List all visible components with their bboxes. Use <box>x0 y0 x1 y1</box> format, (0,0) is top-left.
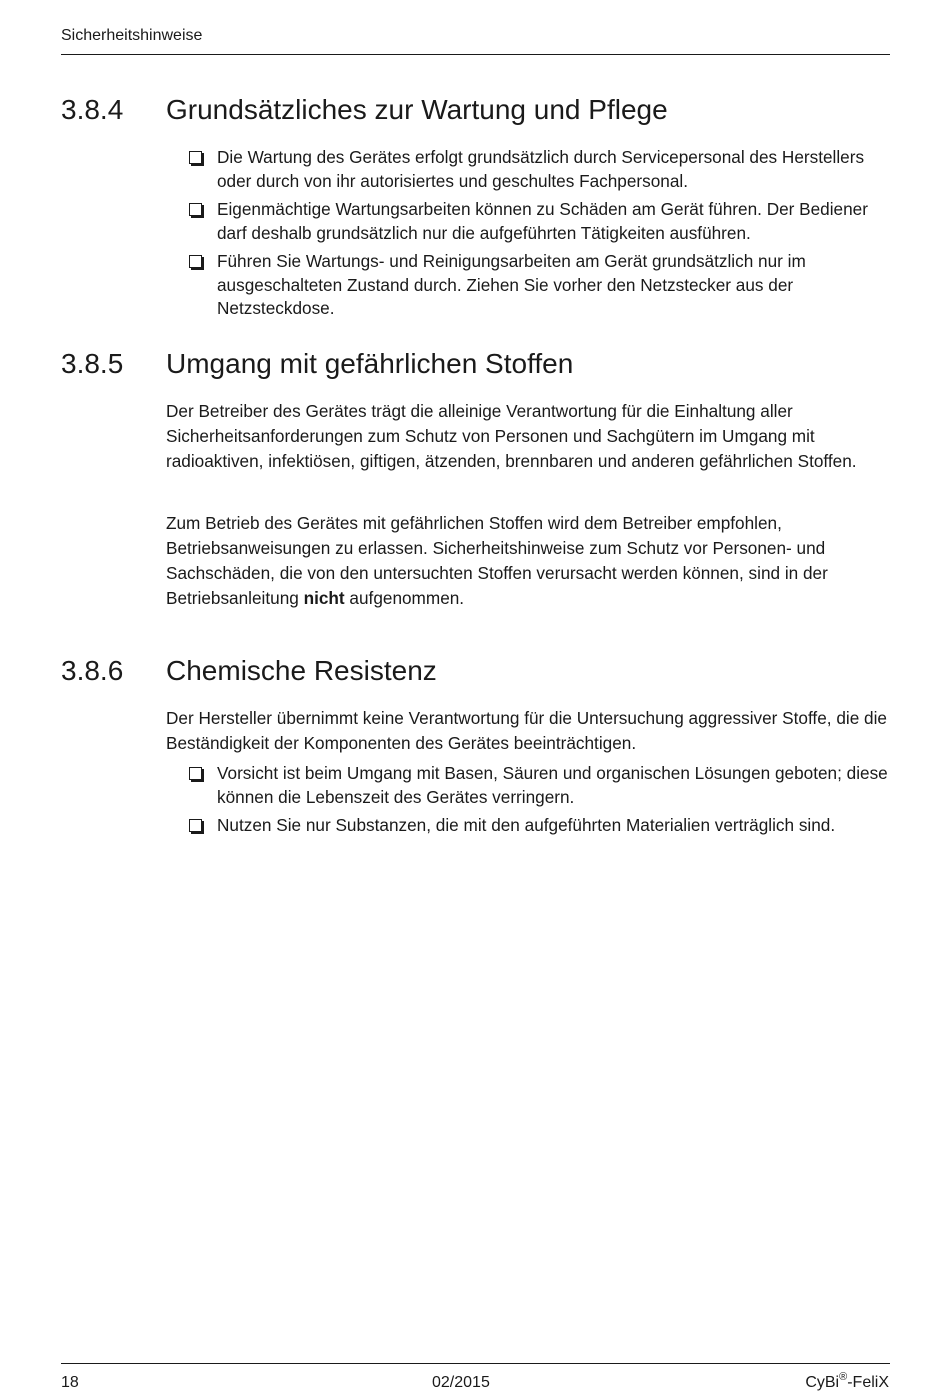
checkbox-bullet-icon <box>189 819 202 832</box>
checkbox-bullet-icon <box>189 767 202 780</box>
checkbox-bullet-icon <box>189 203 202 216</box>
section-title: Chemische Resistenz <box>166 655 437 686</box>
section-heading-3-8-6 <box>61 655 437 687</box>
emphasis-text: nicht <box>303 588 345 608</box>
section-number: 3.8.5 <box>61 348 124 379</box>
hazardous-substances-paragraph-2 <box>166 511 892 611</box>
paragraph-text: aufgenommen. <box>344 588 465 608</box>
section-number: 3.8.6 <box>61 655 124 686</box>
chemical-resistance-bullet-list <box>186 762 891 843</box>
footer-divider <box>61 1363 890 1364</box>
chemical-resistance-paragraph: Der Hersteller übernimmt keine Verantwortung für die Untersuchung aggressiver Stoffe, die die Beständigkeit der Komponenten des Gerätes beeinträchtigen. <box>166 708 887 753</box>
paragraph-text: Zum Betrieb des Gerätes mit gefährlichen Stoffen wird dem Betreiber empfohlen, Betriebsanweisungen zu erlassen. Sicherheitshinweise zum Schutz vor Personen- und Sachschäden, die von den untersuchten Stoffen verursacht werden können, sind in der Betriebsanleitung <box>166 513 828 608</box>
list-item-text: Eigenmächtige Wartungsarbeiten können zu Schäden am Gerät führen. Der Bediener darf deshalb grundsätzlich nur die aufgeführten Tätigkeiten ausführen. <box>217 199 868 243</box>
list-item <box>186 250 891 321</box>
section-heading-3-8-5 <box>61 348 573 380</box>
page-number: 18 <box>61 1374 79 1391</box>
list-item <box>186 146 891 193</box>
section-title: Umgang mit gefährlichen Stoffen <box>166 348 574 379</box>
list-item <box>186 198 891 245</box>
list-item <box>186 814 891 838</box>
document-date: 02/2015 <box>432 1374 490 1391</box>
checkbox-bullet-icon <box>189 255 202 268</box>
product-name <box>805 1371 889 1392</box>
section-heading-3-8-4 <box>61 94 668 126</box>
hazardous-substances-paragraph-1: Der Betreiber des Gerätes trägt die alleinige Verantwortung für die Einhaltung aller Sicherheitsanforderungen zum Schutz von Personen und Sachgütern im Umgang mit radioaktiven, infektiösen, giftigen, ätzenden, brennbaren und anderen gefährlichen Stoffen. <box>166 401 857 471</box>
product-name-text: CyBi <box>805 1374 840 1391</box>
trademark-symbol: ® <box>839 1371 848 1383</box>
list-item-text: Die Wartung des Gerätes erfolgt grundsätzlich durch Servicepersonal des Herstellers oder durch von ihr autorisiertes und geschultes Fachpersonal. <box>217 147 865 191</box>
maintenance-bullet-list <box>186 146 891 326</box>
list-item-text: Vorsicht ist beim Umgang mit Basen, Säuren und organischen Lösungen geboten; diese können die Lebenszeit des Gerätes verringern. <box>217 763 888 807</box>
checkbox-bullet-icon <box>189 151 202 164</box>
list-item-text: Nutzen Sie nur Substanzen, die mit den aufgeführten Materialien verträglich sind. <box>217 815 836 835</box>
section-title: Grundsätzliches zur Wartung und Pflege <box>166 94 668 125</box>
header-divider <box>61 54 890 55</box>
product-name-suffix: -FeliX <box>847 1374 889 1391</box>
section-number: 3.8.4 <box>61 94 124 125</box>
running-header-title: Sicherheitshinweise <box>61 27 203 44</box>
list-item <box>186 762 891 809</box>
list-item-text: Führen Sie Wartungs- und Reinigungsarbeiten am Gerät grundsätzlich nur im ausgeschalteten Zustand durch. Ziehen Sie vorher den Netzstecker aus der Netzsteckdose. <box>217 251 806 318</box>
